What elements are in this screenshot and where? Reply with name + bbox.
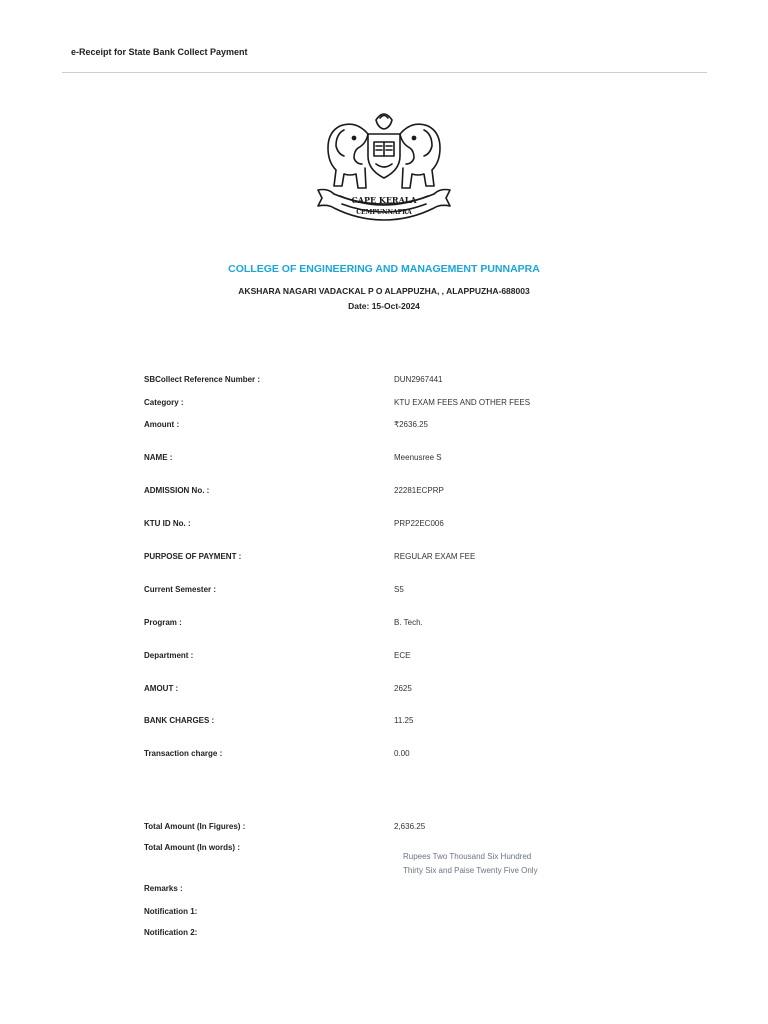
purpose-label: PURPOSE OF PAYMENT : (144, 552, 242, 561)
bank-charges-label: BANK CHARGES : (144, 716, 215, 725)
remarks-label: Remarks : (144, 884, 183, 893)
purpose-value: REGULAR EXAM FEE (394, 552, 476, 561)
amount-value: ₹2636.25 (394, 420, 429, 429)
notification-1-label: Notification 1: (144, 907, 198, 916)
program-value: B. Tech. (394, 618, 423, 627)
admission-number-label: ADMISSION No. : (144, 486, 210, 495)
category-label: Category : (144, 398, 184, 407)
program-label: Program : (144, 618, 182, 627)
ktu-id-label: KTU ID No. : (144, 519, 191, 528)
college-address: AKSHARA NAGARI VADACKAL P O ALAPPUZHA, , ALAPPUZHA-688003 (238, 286, 530, 296)
transaction-charge-label: Transaction charge : (144, 749, 223, 758)
name-label: NAME : (144, 453, 173, 462)
notification-2-label: Notification 2: (144, 928, 198, 937)
college-name: COLLEGE OF ENGINEERING AND MANAGEMENT PUNNAPRA (228, 263, 540, 275)
header-divider (62, 72, 707, 73)
receipt-header-title: e-Receipt for State Bank Collect Payment (71, 47, 248, 57)
amout-label: AMOUT : (144, 684, 179, 693)
semester-value: S5 (394, 585, 404, 594)
category-value: KTU EXAM FEES AND OTHER FEES (394, 398, 531, 407)
total-figures-value: 2,636.25 (394, 822, 426, 831)
transaction-charge-value: 0.00 (394, 749, 410, 758)
reference-number-label: SBCollect Reference Number : (144, 375, 261, 384)
amout-value: 2625 (394, 684, 412, 693)
total-figures-label: Total Amount (In Figures) : (144, 822, 246, 831)
ktu-id-value: PRP22EC006 (394, 519, 444, 528)
amount-label: Amount : (144, 420, 180, 429)
receipt-date: Date: 15-Oct-2024 (348, 301, 420, 311)
kerala-state-emblem-icon (310, 104, 458, 222)
name-value: Meenusree S (394, 453, 442, 462)
total-words-line-1: Rupees Two Thousand Six Hundred (403, 852, 532, 861)
total-words-label: Total Amount (In words) : (144, 843, 240, 852)
department-label: Department : (144, 651, 194, 660)
reference-number-value: DUN2967441 (394, 375, 443, 384)
total-words-line-2: Thirty Six and Paise Twenty Five Only (403, 866, 538, 875)
bank-charges-value: 11.25 (394, 716, 414, 725)
admission-number-value: 22281ECPRP (394, 486, 444, 495)
semester-label: Current Semester : (144, 585, 217, 594)
department-value: ECE (394, 651, 411, 660)
emblem-ribbon-text: CAPE KERALA (351, 195, 417, 205)
emblem-bottom-text: CEMPUNNAPRA (356, 209, 412, 216)
total-words-value (403, 850, 563, 878)
